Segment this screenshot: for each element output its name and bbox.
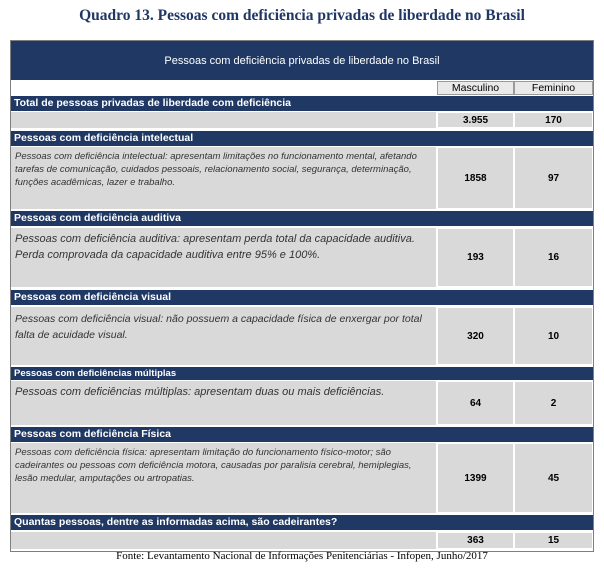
cadeirantes-feminino: 15: [514, 532, 593, 549]
auditiva-masculino: 193: [437, 228, 514, 287]
table-row-fisica: [11, 443, 593, 513]
section-fisica: Pessoas com deficiência Física: [11, 427, 593, 442]
fisica-feminino: 45: [514, 443, 593, 513]
desc-auditiva: Pessoas com deficiência auditiva: apresentam perda total da capacidade auditiva. Perda comprovada da capacidade auditiva entre 95% e 100%.: [11, 228, 437, 287]
table-row-cadeirantes: [11, 532, 593, 549]
data-table: [10, 40, 594, 552]
intelectual-feminino: 97: [514, 147, 593, 209]
cadeirantes-masculino: 363: [437, 532, 514, 549]
section-multiplas: Pessoas com deficiências múltiplas: [11, 367, 593, 380]
section-total: Total de pessoas privadas de liberdade com deficiência: [11, 96, 593, 111]
table-row-intelectual: [11, 147, 593, 209]
table-header: Pessoas com deficiência privadas de liberdade no Brasil: [11, 41, 593, 80]
col-feminino: Feminino: [514, 81, 593, 95]
table-row-visual: [11, 307, 593, 365]
section-auditiva: Pessoas com deficiência auditiva: [11, 211, 593, 226]
total-masculino: 3.955: [437, 112, 514, 128]
visual-masculino: 320: [437, 307, 514, 365]
page-title: Quadro 13. Pessoas com deficiência privadas de liberdade no Brasil: [79, 7, 525, 24]
col-masculino: Masculino: [437, 81, 514, 95]
desc-intelectual: Pessoas com deficiência intelectual: apresentam limitações no funcionamento mental, afetando tarefas de comunicação, cuidados pessoais, relacionamento social, segurança, determinação, funções acadêmicas, lazer e trabalho.: [11, 147, 437, 209]
desc-visual: Pessoas com deficiência visual: não possuem a capacidade física de enxergar por total falta de acuidade visual.: [11, 307, 437, 365]
total-feminino: 170: [514, 112, 593, 128]
table-row-auditiva: [11, 228, 593, 287]
desc-multiplas: Pessoas com deficiências múltiplas: apresentam duas ou mais deficiências.: [11, 381, 437, 425]
auditiva-feminino: 16: [514, 228, 593, 287]
multiplas-feminino: 2: [514, 381, 593, 425]
fisica-masculino: 1399: [437, 443, 514, 513]
section-cadeirantes: Quantas pessoas, dentre as informadas acima, são cadeirantes?: [11, 515, 593, 530]
multiplas-masculino: 64: [437, 381, 514, 425]
section-visual: Pessoas com deficiência visual: [11, 290, 593, 305]
section-intelectual: Pessoas com deficiência intelectual: [11, 131, 593, 146]
table-row-total: [11, 112, 593, 128]
intelectual-masculino: 1858: [437, 147, 514, 209]
source-note: Fonte: Levantamento Nacional de Informações Penitenciárias - Infopen, Junho/2017: [116, 550, 488, 562]
visual-feminino: 10: [514, 307, 593, 365]
column-header-row: [11, 81, 593, 95]
desc-fisica: Pessoas com deficiência física: apresentam limitação do funcionamento físico-motor; são cadeirantes ou pessoas com deficiência motora, causadas por paralisia cerebral, hemiplegias, lesão medular, amputações ou artropatias.: [11, 443, 437, 513]
table-row-multiplas: [11, 381, 593, 425]
